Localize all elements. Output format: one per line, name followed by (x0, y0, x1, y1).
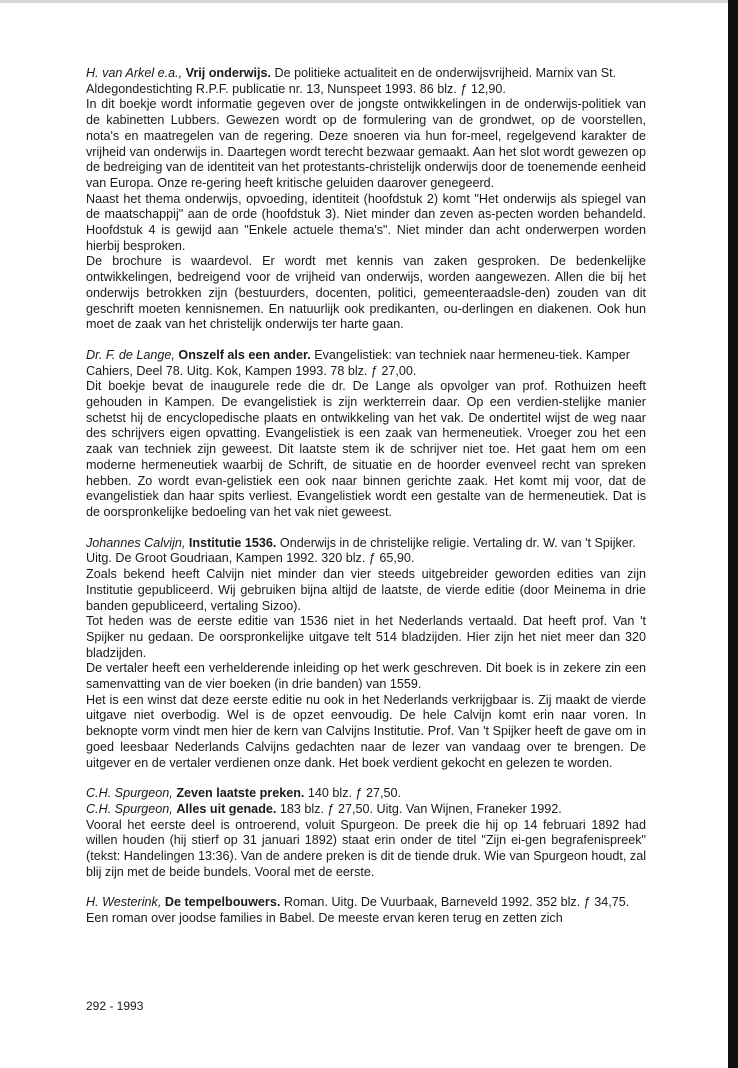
scan-right-border (728, 0, 738, 1068)
review-de-lange (86, 348, 646, 521)
review-publication-info: 183 blz. ƒ 27,50. Uitg. Van Wijnen, Franeker 1992. (279, 801, 562, 816)
review-author: C.H. Spurgeon, (86, 786, 173, 801)
review-reference (86, 536, 646, 567)
review-paragraph: Naast het thema onderwijs, opvoeding, identiteit (hoofdstuk 2) komt "Het onderwijs als spiegel van de maatschappij" aan de orde (hoofdstuk 3). Niet minder dan zeven as-pecten worden behandeld. Hoofdstuk 4 is gewijd aan "Enkele actuele thema's". Niet minder dan acht onderwerpen worden hierbij besproken. (86, 191, 646, 253)
review-reference (86, 348, 646, 379)
review-paragraph: Zoals bekend heeft Calvijn niet minder dan vier steeds uitgebreider geworden edities van zijn Institutie gepubliceerd. Wij gebruiken bijna altijd de laatste, de vierde editie (door Meinema in drie banden gepubliceerd, vertaling Sizoo). (86, 567, 646, 613)
scan-top-edge (0, 0, 738, 3)
review-author: H. Westerink, (86, 895, 162, 910)
review-van-arkel (86, 66, 646, 333)
review-author: Dr. F. de Lange, (86, 347, 175, 362)
page-number: 292 - 1993 (86, 999, 144, 1013)
review-spurgeon (86, 786, 646, 880)
review-reference (86, 786, 646, 802)
review-publication-info: Evangelistiek: van techniek naar hermeneu-tiek. Kamper Cahiers, Deel 78. Uitg. Kok, Kampen 1993. 78 blz. ƒ 27,00. (86, 347, 630, 378)
review-reference-second (86, 802, 646, 818)
page-body (86, 66, 646, 942)
review-reference (86, 895, 646, 911)
review-author: C.H. Spurgeon, (86, 801, 173, 816)
review-paragraph: Het is een winst dat deze eerste editie nu ook in het Nederlands verkrijgbaar is. Zij maakt de vierde uitgave niet overbodig. Wel is de opzet eenvoudig. De hele Calvijn komt erin naar voren. In beknopte vorm vindt men hier de kern van Calvijns Institutie. Prof. Van 't Spijker heeft de gave om in goed leesbaar Nederlands Calvijns gedachten naar de lezer van vandaag over te brengen. De uitgever en de vertaler verdienen onze dank. Het boek verdient gekocht en gelezen te worden. (86, 692, 646, 770)
review-title: Vrij onderwijs. (185, 66, 272, 80)
review-paragraph: Dit boekje bevat de inaugurele rede die dr. De Lange als opvolger van prof. Rothuizen heeft gehouden in Kampen. De evangelistiek is zijn werkterrein daar. Op een verdien-stelijke manier schetst hij de encyclopedische plaats en ontwikkeling van het vak. De ondertitel wijst de weg naar des schrijvers eigen opvatting. Evangelistiek is een zaak van hermeneutiek. Vroeger zou het een zaak van techniek zijn geweest. Dit laatste stem ik de schrijver niet toe. Het gaat hem om een moderne hermeneutiek waarbij de Schrift, de situatie en de hoorder evenveel recht van spreken hebben. Zo wordt evan-gelistiek een ook naar binnen gerichte zaak. Het komt mij voor, dat de evangelistiek dan haar spits verliest. Evangelistiek wordt een gestalte van de hermeneutiek. Dat is de oorspronkelijke bedoeling van het vak niet geweest. (86, 379, 646, 519)
review-author: Johannes Calvijn, (86, 535, 186, 550)
review-paragraph: In dit boekje wordt informatie gegeven over de jongste ontwikkelingen in de onderwijs-politiek van de kabinetten Lubbers. Gewezen wordt op de formulering van de grondwet, op de voorstellen, nota's en maatregelen van de regering. Deze snoeren via hun for-meel, regelgevend karakter de vrijheid van onderwijs in. Daartegen wordt terecht bezwaar gemaakt. Aan het slot wordt gewezen op de bedreiging van de identiteit van het protestants-christelijk onderwijs door de toenemende eenheid van Europa. Onze re-gering heeft kritische geluiden daarover genegeerd. (86, 97, 646, 190)
review-title: Zeven laatste preken. (176, 786, 305, 801)
review-title: Institutie 1536. (188, 535, 277, 550)
review-publication-info: Roman. Uitg. De Vuurbaak, Barneveld 1992. 352 blz. ƒ 34,75. (283, 895, 630, 910)
review-title: Alles uit genade. (176, 801, 277, 816)
review-paragraph: De brochure is waardevol. Er wordt met kennis van zaken gesproken. De bedenkelijke ontwikkelingen, bedreigend voor de vrijheid van onderwijs, worden aangewezen. Allen die bij het onderwijs betrokken zijn (bestuurders, docenten, politici, gemeenteraadsle-den) zouden van dit geschrift moeten kennisnemen. En natuurlijk ook predikanten, ou-derlingen en diakenen. Ook hun moet de zaak van het christelijk onderwijs ter harte gaan. (86, 254, 646, 332)
review-reference (86, 66, 646, 97)
review-publication-info: Onderwijs in de christelijke religie. Vertaling dr. W. van 't Spijker. Uitg. De Groot Goudriaan, Kampen 1992. 320 blz. ƒ 65,90. (86, 535, 636, 566)
review-paragraph: Vooral het eerste deel is ontroerend, voluit Spurgeon. De preek die hij op 14 februari 1892 had willen houden (hij stierf op 31 januari 1892) staat erin onder de titel "Zijn ei-gen begrafenispreek" (tekst: Handelingen 13:36). Van de andere preken is dit de tiende druk. Wie van Spurgeon houdt, zal blij zijn met de beide bundels. Vooral met de eerste. (86, 817, 646, 879)
review-title: De tempelbouwers. (164, 895, 281, 910)
review-westerink (86, 895, 646, 926)
review-paragraph: Tot heden was de eerste editie van 1536 niet in het Nederlands vertaald. Dat heeft prof. Van 't Spijker nu gedaan. De oorspronkelijke uitgave telt 514 bladzijden. Hier zijn het niet meer dan 320 bladzijden. (86, 614, 646, 660)
review-calvijn (86, 536, 646, 772)
review-publication-info: De politieke actualiteit en de onderwijsvrijheid. Marnix van St. Aldegondestichting R.P.F. publicatie nr. 13, Nunspeet 1993. 86 blz. ƒ 12,90. (86, 66, 617, 96)
review-title: Onszelf als een ander. (178, 347, 311, 362)
review-paragraph: Een roman over joodse families in Babel. De meeste ervan keren terug en zetten zich (86, 911, 563, 926)
review-publication-info: 140 blz. ƒ 27,50. (307, 786, 402, 801)
review-author: H. van Arkel e.a., (86, 66, 183, 80)
review-paragraph: De vertaler heeft een verhelderende inleiding op het werk geschreven. Dit boek is in zekere zin een samenvatting van de vier boeken (in drie banden) van 1559. (86, 661, 646, 692)
